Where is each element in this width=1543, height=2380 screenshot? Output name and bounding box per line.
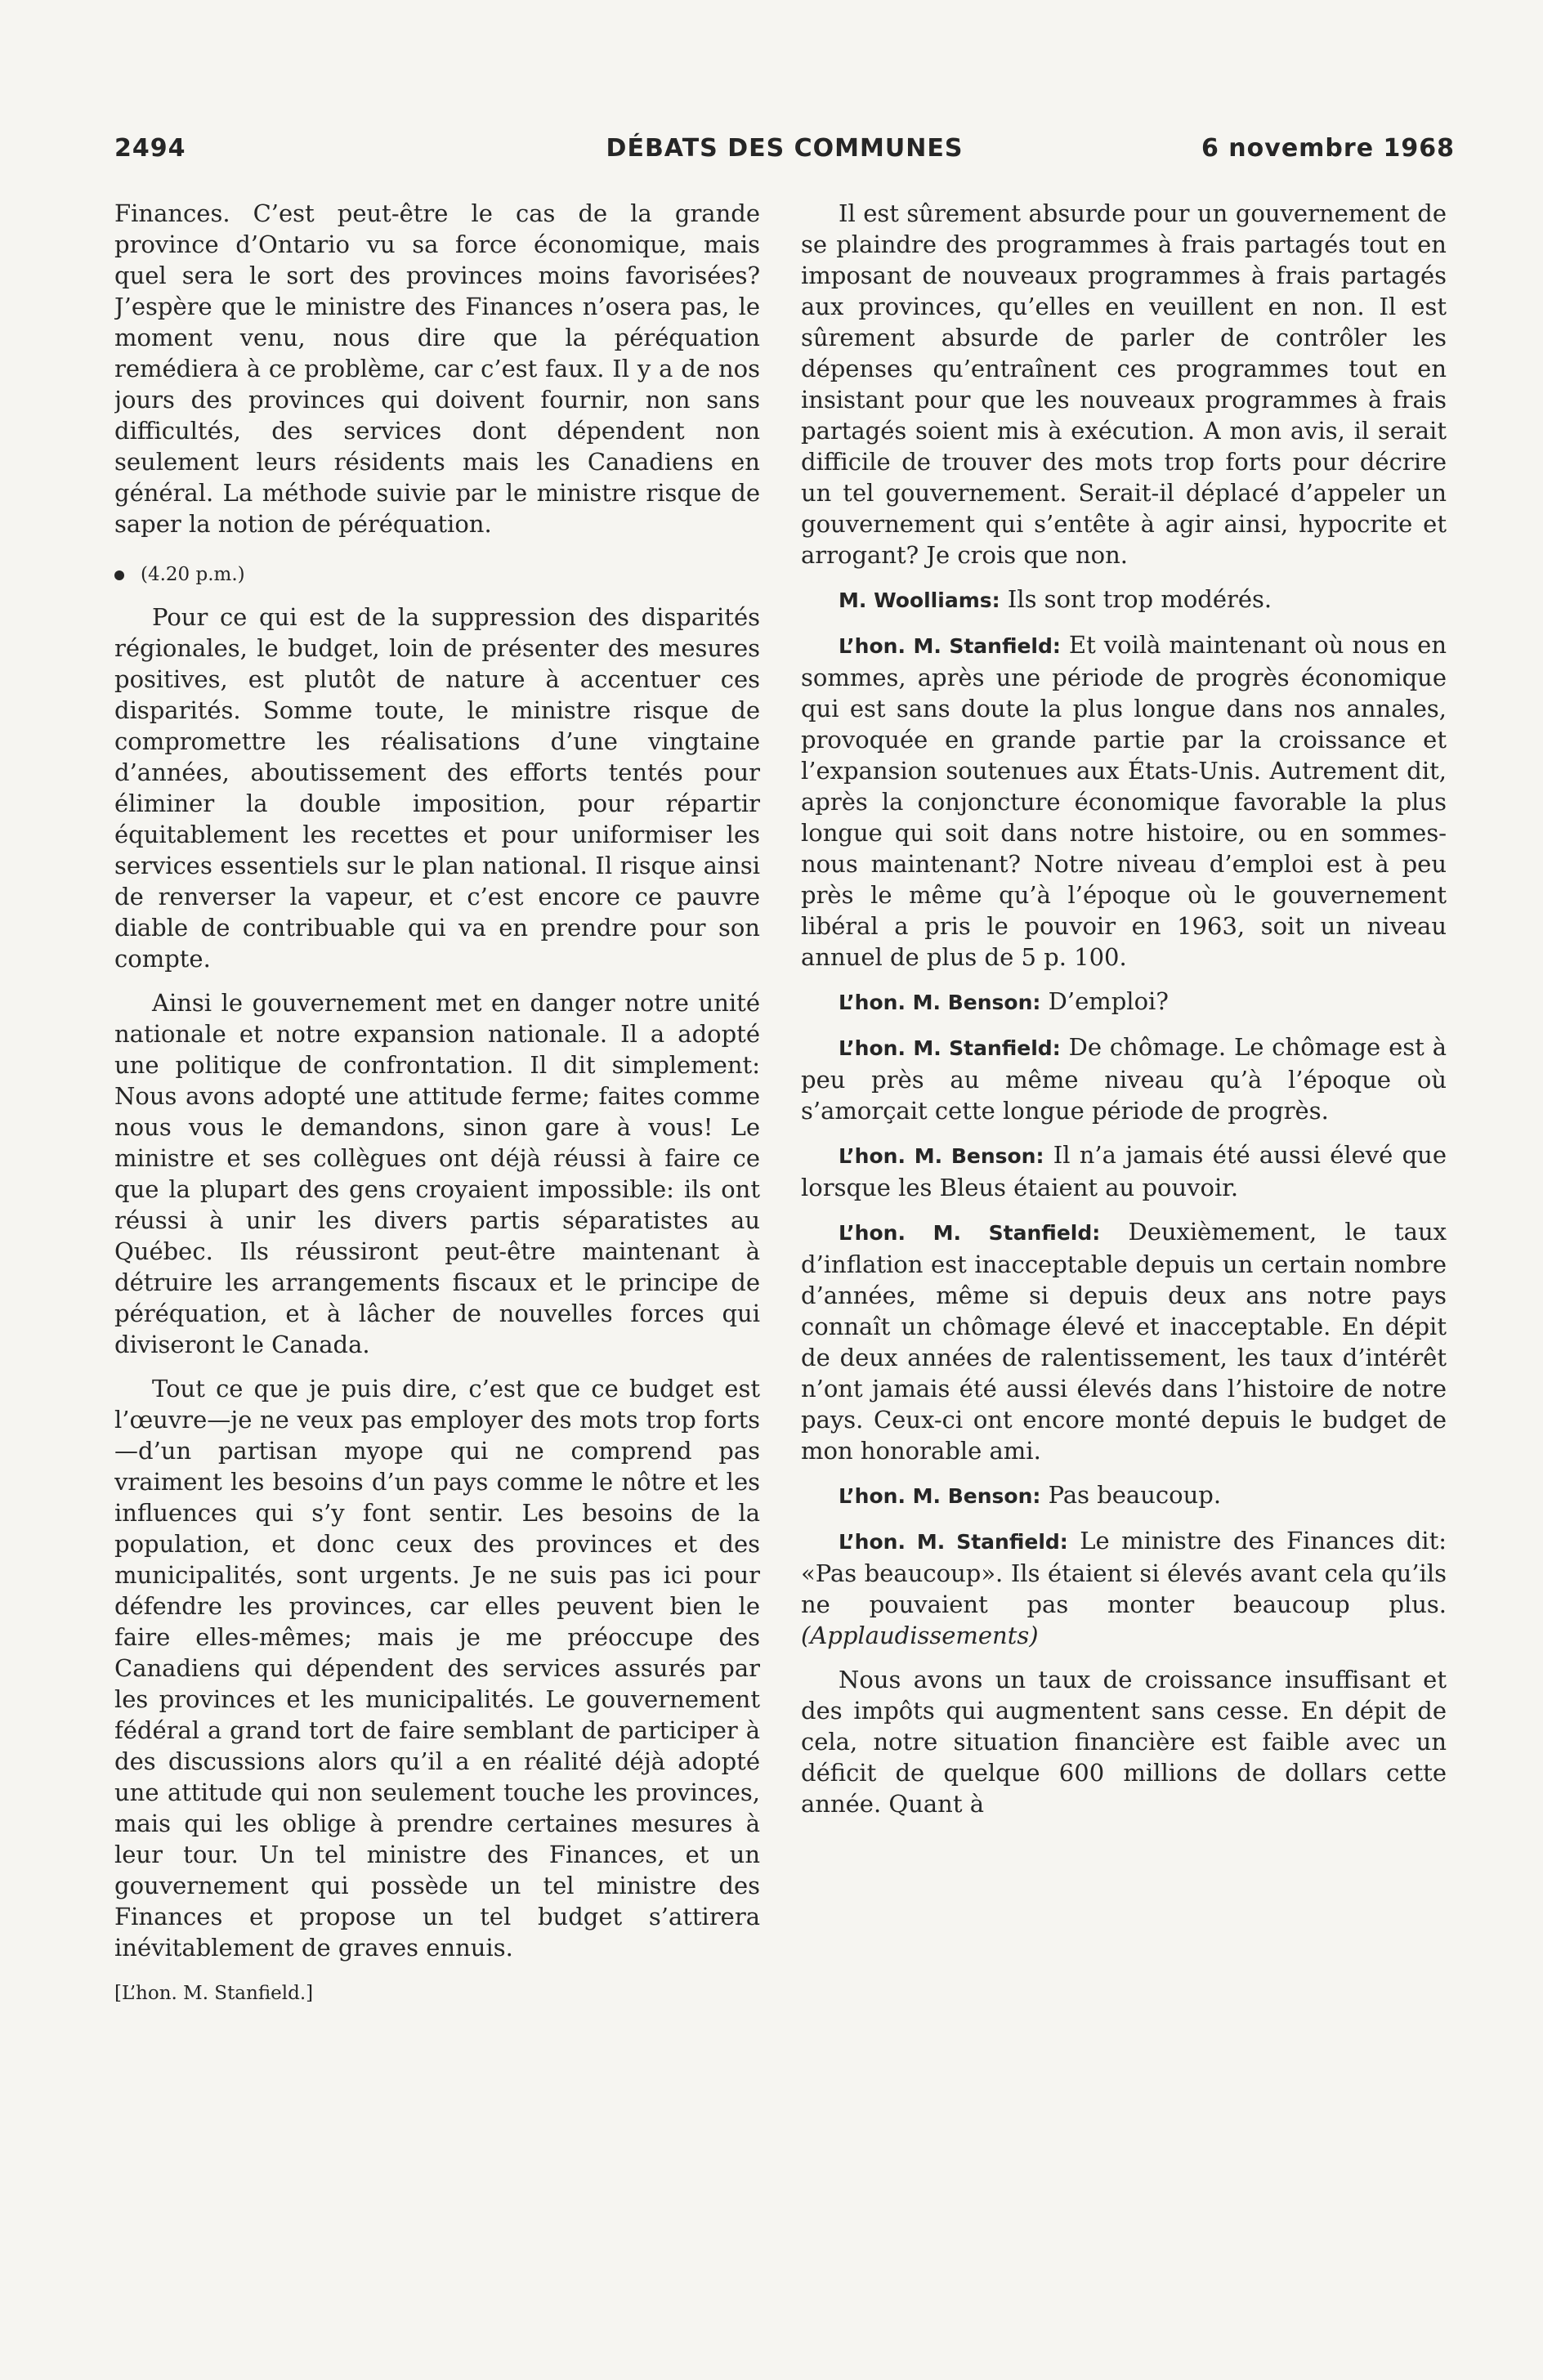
speech-benson-2 <box>801 1139 1447 1203</box>
speech-text: Il n’a jamais été aussi élevé que lorsque les Bleus étaient au pouvoir. <box>801 1141 1447 1201</box>
speech-stanfield-2 <box>801 1031 1447 1126</box>
speech-text: Pas beaucoup. <box>1040 1481 1222 1509</box>
speech-benson-3 <box>801 1479 1447 1512</box>
running-title: DÉBATS DES COMMUNES <box>606 134 964 163</box>
speech-text: Et voilà maintenant où nous en sommes, après une période de progrès économique qui est sans doute la plus longue dans nos annales, provoquée en grande partie par la croissance et l’expansion soutenues aux États-Unis. Autrement dit, après la conjoncture économique favorable la plus longue qui soit dans notre histoire, ou en sommes-nous maintenant? Notre niveau d’emploi est à peu près le même qu’à l’époque où le gouvernement libéral a pris le pouvoir en 1963, soit un niveau annuel de plus de 5 p. 100. <box>801 631 1447 971</box>
speaker-name: M. Woolliams: <box>839 588 1000 612</box>
speaker-name: L’hon. M. Benson: <box>839 1484 1041 1508</box>
paragraph-continuation: Finances. C’est peut-être le cas de la grande province d’Ontario vu sa force économique, mais quel sera le sort des provinces moins favorisées? J’espère que le ministre des Finances n’osera pas, le moment venu, nous dire que la péréquation remédiera à ce problème, car c’est faux. Il y a de nos jours des provinces qui doivent fournir, non sans difficultés, des services dont dépendent non seulement leurs résidents mais les Canadiens en général. La méthode suivie par le ministre risque de saper la notion de péréquation. <box>114 199 760 538</box>
time-marker-text: (4.20 p.m.) <box>141 564 245 585</box>
paragraph-national-unity: Ainsi le gouvernement met en danger notre unité nationale et notre expansion nationale. Il a adopté une politique de confrontation. Il dit simplement: Nous avons adopté une attitude ferme; faites comme nous vous le demandons, sinon gare à vous! Le ministre et ses collègues ont déjà réussi à faire ce que la plupart des gens croyaient impossible: ils ont réussi à unir les divers partis séparatistes au Québec. Ils réussiront peut-être maintenant à détruire les arrangements fiscaux et le principe de péréquation, et à lâcher de nouvelles forces qui diviseront le Canada. <box>114 989 760 1358</box>
paragraph-shared-cost-programs: Il est sûrement absurde pour un gouvernement de se plaindre des programmes à frais partagés tout en imposant de nouveaux programmes à frais partagés aux provinces, qu’elles en veuillent en non. Il est sûrement absurde de parler de contrôler les dépenses qu’entraînent ces programmes tout en insistant pour que les nouveaux programmes à frais partagés soient mis à exécution. A mon avis, il serait difficile de trouver des mots trop forts pour décrire un tel gouvernement. Serait-il déplacé d’appeler un gouvernement qui s’entête à agir ainsi, hypocrite et arrogant? Je crois que non. <box>801 199 1447 569</box>
speaker-name: L’hon. M. Benson: <box>839 1144 1044 1168</box>
page-header <box>114 131 1455 173</box>
speech-text: Deuxièmement, le taux d’inflation est inacceptable depuis un certain nombre d’années, même si depuis deux ans notre pays connaît un chômage élevé et inacceptable. En dépit de deux années de ralentissement, les taux d’intérêt n’ont jamais été aussi élevés dans l’histoire de notre pays. Ceux-ci ont encore monté depuis le budget de mon honorable ami. <box>801 1218 1447 1465</box>
left-column <box>114 198 760 2241</box>
speaker-name: L’hon. M. Stanfield: <box>839 1036 1061 1060</box>
page-date: 6 novembre 1968 <box>1201 134 1455 163</box>
speech-text: Le ministre des Finances dit: «Pas beaucoup». Ils étaient si élevés avant cela qu’ils ne pouvaient pas monter beaucoup plus. <box>801 1527 1447 1618</box>
speech-benson-1 <box>801 986 1447 1018</box>
speech-text: Ils sont trop modérés. <box>1000 585 1272 613</box>
speech-text: D’emploi? <box>1040 987 1169 1015</box>
speaker-name: L’hon. M. Stanfield: <box>839 1530 1068 1554</box>
speaker-footnote: [L’hon. M. Stanfield.] <box>114 1983 314 2004</box>
speaker-name: L’hon. M. Stanfield: <box>839 1221 1101 1245</box>
paragraph-regional-disparities: Pour ce qui est de la suppression des disparités régionales, le budget, loin de présenter des mesures positives, est plutôt de nature à accentuer ces disparités. Somme toute, le ministre risque de compromettre les réalisations d’une vingtaine d’années, aboutissement des efforts tentés pour éliminer la double imposition, pour répartir équitablement les recettes et pour uniformiser les services essentiels sur le plan national. Il risque ainsi de renverser la vapeur, et c’est encore ce pauvre diable de contribuable qui va en prendre pour son compte. <box>114 603 760 973</box>
speech-text: De chômage. Le chômage est à peu près au même niveau qu’à l’époque où s’amorçait cette longue période de progrès. <box>801 1033 1447 1125</box>
applause-note: (Applaudissements) <box>801 1622 1039 1649</box>
speaker-name: L’hon. M. Stanfield: <box>839 634 1061 658</box>
right-column <box>801 198 1447 2241</box>
speech-stanfield-4 <box>801 1525 1447 1651</box>
time-marker <box>114 562 760 587</box>
speaker-name: L’hon. M. Benson: <box>839 991 1041 1014</box>
speech-woolliams <box>801 584 1447 616</box>
speech-stanfield-3 <box>801 1216 1447 1466</box>
paragraph-budget-critique: Tout ce que je puis dire, c’est que ce budget est l’œuvre—je ne veux pas employer des mots trop forts—d’un partisan myope qui ne comprend pas vraiment les besoins d’un pays comme le nôtre et les influences qui s’y font sentir. Les besoins de la population, et donc ceux des provinces et des municipalités, sont urgents. Je ne suis pas ici pour défendre les provinces, car elles peuvent bien le faire elles-mêmes; mais je me préoccupe des Canadiens qui dépendent des services assurés par les provinces et les municipalités. Le gouvernement fédéral a grand tort de faire semblant de participer à des discussions alors qu’il a en réalité déjà adopté une attitude qui non seulement touche les provinces, mais qui les oblige à prendre certaines mesures à leur tour. Un tel ministre des Finances, et un gouvernement qui possède un tel ministre des Finances et propose un tel budget s’attirera inévitablement de graves ennuis. <box>114 1375 760 1962</box>
bullet-icon <box>114 570 124 580</box>
paragraph-growth-deficit: Nous avons un taux de croissance insuffisant et des impôts qui augmentent sans cesse. En dépit de cela, notre situation financière est faible avec un déficit de quelque 600 millions de dollars cette année. Quant à <box>801 1666 1447 1818</box>
page-number: 2494 <box>114 134 186 163</box>
speech-stanfield-1 <box>801 629 1447 973</box>
